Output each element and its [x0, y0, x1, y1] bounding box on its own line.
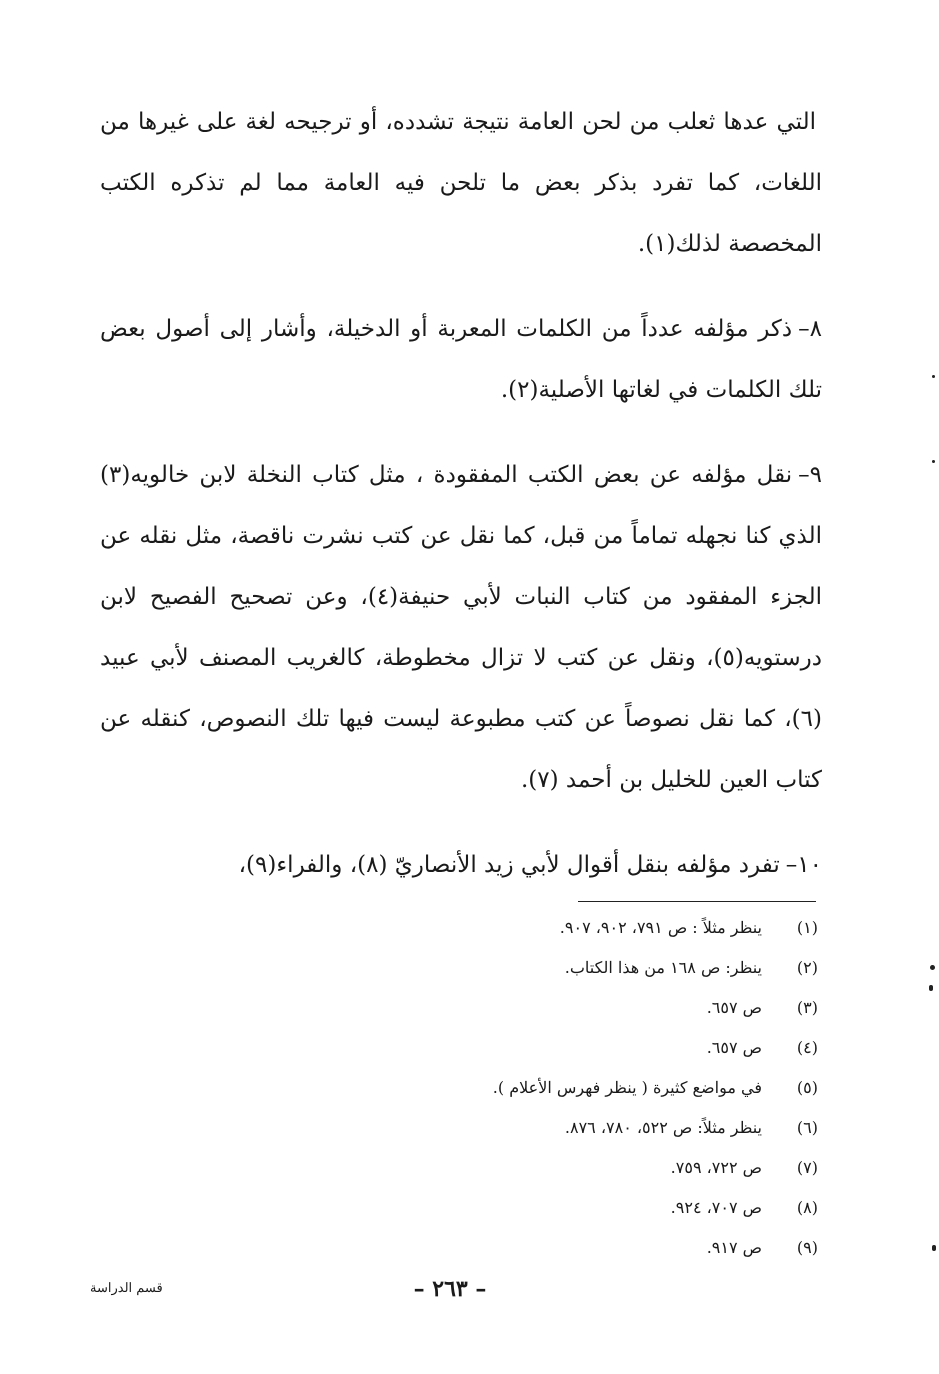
footnote-number: (٧) — [796, 1158, 818, 1177]
footnote-item — [300, 1188, 818, 1228]
paragraph-text: تفرد مؤلفه بنقل أقوال لأبي زيد الأنصاريّ (٨)، والفراء(٩)، — [238, 852, 780, 878]
footnote-item — [300, 1028, 818, 1068]
footnote-number: (١) — [796, 918, 818, 937]
scan-mark — [932, 375, 935, 378]
paragraph-number: ٩– — [798, 462, 822, 488]
footnote-separator — [578, 901, 816, 902]
footnote-number: (٣) — [796, 998, 818, 1017]
main-text — [100, 92, 822, 896]
footnote-text: ص ٧٠٧، ٩٢٤. — [670, 1198, 762, 1217]
paragraph-number: ١٠– — [785, 852, 822, 878]
scan-mark — [930, 965, 935, 970]
footnote-item — [300, 1148, 818, 1188]
footnote-number: (٨) — [796, 1198, 818, 1217]
running-footer: قسم الدراسة — [90, 1281, 163, 1296]
footnote-number: (٩) — [796, 1238, 818, 1257]
footnote-text: ص ٩١٧. — [706, 1238, 762, 1257]
footnote-item — [300, 1068, 818, 1108]
footnote-text: ينظر: ص ١٦٨ من هذا الكتاب. — [564, 958, 762, 977]
footnote-item — [300, 1228, 818, 1268]
footnote-text: ص ٦٥٧. — [706, 1038, 762, 1057]
footnote-text: في مواضع كثيرة ( ينظر فهرس الأعلام ). — [492, 1078, 762, 1097]
paragraph-text: ذكر مؤلفه عدداً من الكلمات المعربة أو الدخيلة، وأشار إلى أصول بعض تلك الكلمات في لغاتها الأصلية(٢). — [100, 316, 822, 403]
paragraph-text: نقل مؤلفه عن بعض الكتب المفقودة ، مثل كتاب النخلة لابن خالويه(٣) الذي كنا نجهله تماماً من قبل، كما نقل عن كتب نشرت ناقصة، مثل نقله عن الجزء المفقود من كتاب النبات لأبي حنيفة(٤)، وعن تصحيح الفصيح لابن درستويه(٥)، ونقل عن كتب لا تزال مخطوطة، كالغريب المصنف لأبي عبيد (٦)، كما نقل نصوصاً عن كتب مطبوعة ليست فيها تلك النصوص، كنقله عن كتاب العين للخليل بن أحمد (٧). — [100, 462, 822, 793]
footnote-text: ص ٧٢٢، ٧٥٩. — [670, 1158, 762, 1177]
page-number: – ٢٦٣ – — [413, 1276, 487, 1302]
footnote-item — [300, 948, 818, 988]
paragraph-number: ٨– — [798, 316, 822, 342]
footnote-text: ص ٦٥٧. — [706, 998, 762, 1017]
footnote-item — [300, 1108, 818, 1148]
paragraph-text: التي عدها ثعلب من لحن العامة نتيجة تشدده، أو ترجيحه لغة على غيرها من اللغات، كما تفرد بذكر بعض ما تلحن فيه العامة مما لم تذكره الكتب المخصصة لذلك(١). — [100, 109, 822, 257]
footnote-number: (٥) — [796, 1078, 818, 1097]
footnote-number: (٢) — [796, 958, 818, 977]
scan-mark — [932, 1245, 936, 1251]
footnote-text: ينظر مثلاً : ص ٧٩١، ٩٠٢، ٩٠٧. — [559, 918, 762, 937]
paragraph-10 — [100, 835, 822, 896]
footnote-number: (٦) — [796, 1118, 818, 1137]
footnote-number: (٤) — [796, 1038, 818, 1057]
scan-mark — [932, 460, 935, 463]
paragraph-7-continuation — [100, 92, 822, 275]
footnote-item — [300, 908, 818, 948]
footnote-text: ينظر مثلاً: ص ٥٢٢، ٧٨٠، ٨٧٦. — [564, 1118, 762, 1137]
scan-mark — [929, 985, 933, 991]
footnote-item — [300, 988, 818, 1028]
footnotes — [300, 908, 818, 1268]
paragraph-9 — [100, 445, 822, 811]
paragraph-8 — [100, 299, 822, 421]
